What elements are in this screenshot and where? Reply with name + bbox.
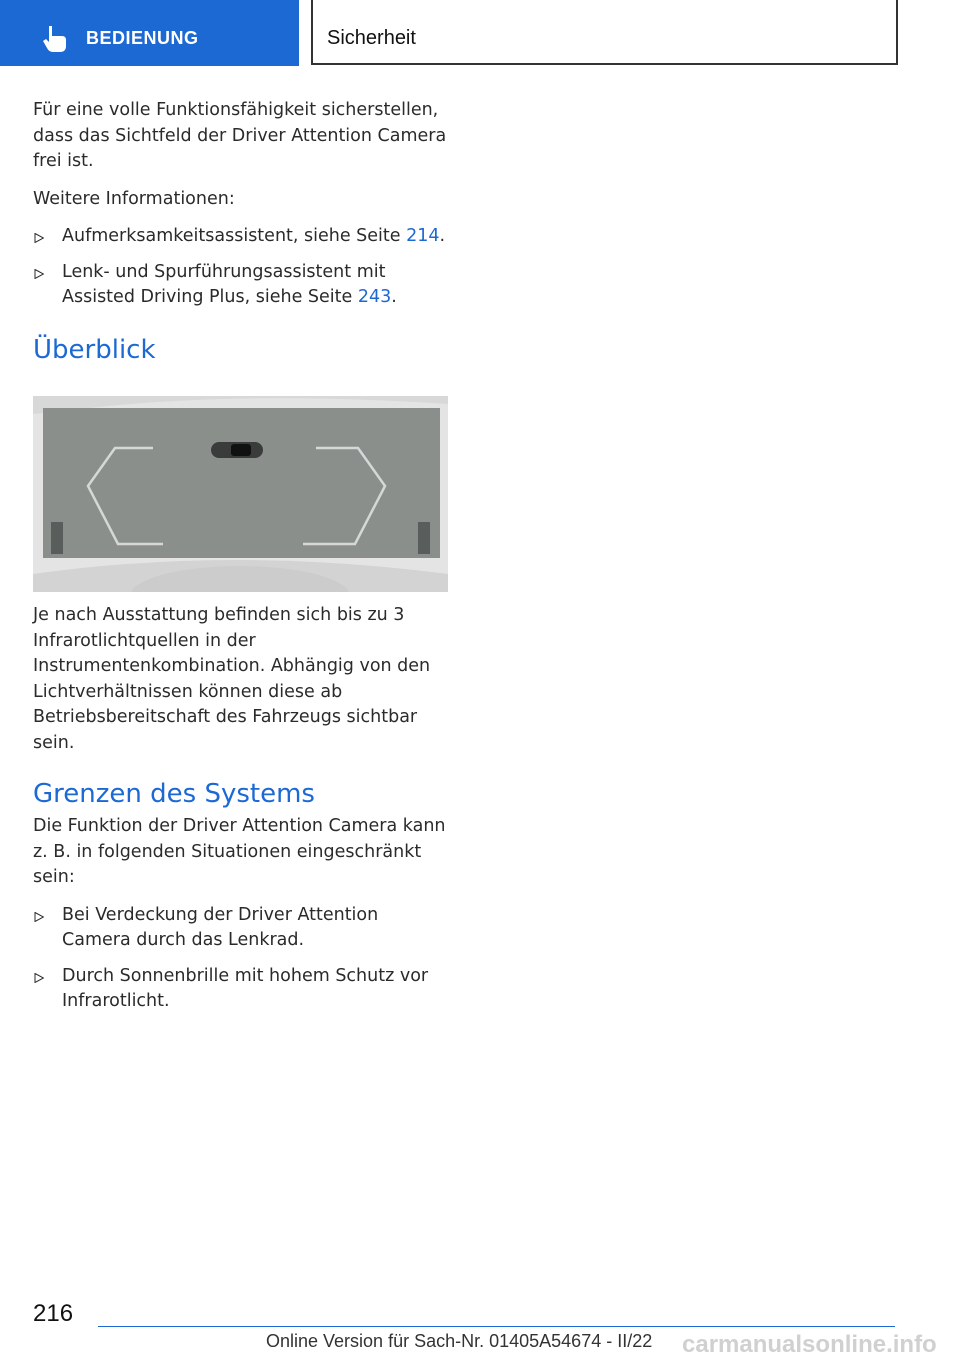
triangle-bullet-icon	[34, 233, 44, 243]
limits-heading: Grenzen des Systems	[33, 779, 315, 809]
intro-paragraph: Für eine volle Funktionsfähigkeit sicherstellen, dass das Sichtfeld der Driver Attention Camera frei ist.	[33, 100, 447, 171]
instrument-cluster-figure	[33, 396, 448, 592]
list-item: Durch Sonnenbrille mit hohem Schutz vor Infrarotlicht.	[33, 964, 449, 1015]
section-label: BEDIENUNG	[86, 28, 199, 48]
page-number: 216	[33, 1300, 74, 1327]
chapter-header	[311, 0, 898, 65]
intro-section	[33, 98, 449, 366]
triangle-bullet-icon	[34, 973, 44, 983]
list-item: Bei Verdeckung der Driver Attention Camera durch das Lenkrad.	[33, 903, 449, 954]
limits-list	[33, 903, 449, 1015]
overview-heading: Überblick	[33, 334, 156, 365]
page-link-243[interactable]: 243	[357, 287, 392, 307]
overview-paragraph: Je nach Ausstattung befinden sich bis zu 3 Infrarotlichtquellen in der Instrumentenkombination. Abhängig von den Lichtverhältnissen können diese ab Betriebsbereitschaft des Fahrzeugs sichtbar sein.	[33, 605, 431, 753]
list-item: Lenk- und Spurführungsassistent mit Assisted Driving Plus, siehe Seite 243.	[33, 260, 449, 311]
footer-divider	[98, 1326, 895, 1327]
overview-section	[33, 603, 449, 1025]
section-tab	[0, 0, 299, 66]
watermark: carmanualsonline.info	[682, 1331, 937, 1358]
triangle-bullet-icon	[34, 269, 44, 279]
hand-pointer-icon	[40, 24, 70, 54]
chapter-title: Sicherheit	[327, 27, 416, 49]
more-info-list	[33, 224, 449, 311]
more-info-label: Weitere Informationen:	[33, 188, 235, 209]
page-link-214[interactable]: 214	[406, 226, 440, 246]
online-version-label: Online Version für Sach-Nr. 01405A54674 - II/22	[266, 1331, 653, 1351]
limits-paragraph: Die Funktion der Driver Attention Camera kann z. B. in folgenden Situationen eingeschränkt sein:	[33, 816, 446, 887]
triangle-bullet-icon	[34, 912, 44, 922]
list-item: Aufmerksamkeitsassistent, siehe Seite 214.	[33, 224, 449, 250]
